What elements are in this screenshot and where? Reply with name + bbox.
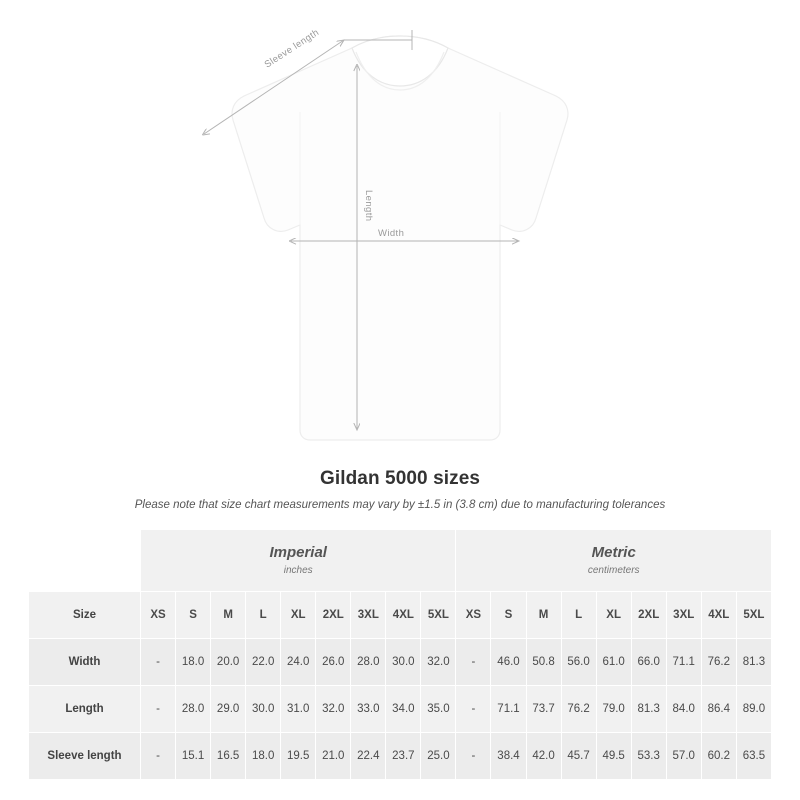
col-header-imperial-3xl: 3XL — [351, 592, 386, 639]
col-header-metric-s: S — [491, 592, 526, 639]
cell-sleeve-metric-s: 38.4 — [491, 733, 526, 780]
col-header-imperial-2xl: 2XL — [316, 592, 351, 639]
cell-width-imperial-2xl: 26.0 — [316, 639, 351, 686]
width-label: Width — [378, 228, 405, 239]
cell-width-imperial-s: 18.0 — [176, 639, 211, 686]
cell-length-metric-3xl: 84.0 — [666, 686, 701, 733]
cell-length-imperial-2xl: 32.0 — [316, 686, 351, 733]
cell-length-metric-4xl: 86.4 — [701, 686, 736, 733]
cell-sleeve-imperial-xs: - — [141, 733, 176, 780]
col-header-imperial-xs: XS — [141, 592, 176, 639]
col-header-metric-xs: XS — [456, 592, 491, 639]
cell-sleeve-imperial-xl: 19.5 — [281, 733, 316, 780]
unit-group-row — [29, 530, 772, 592]
col-header-imperial-5xl: 5XL — [421, 592, 456, 639]
cell-sleeve-metric-3xl: 57.0 — [666, 733, 701, 780]
cell-sleeve-imperial-m: 16.5 — [211, 733, 246, 780]
cell-sleeve-imperial-3xl: 22.4 — [351, 733, 386, 780]
cell-length-metric-xl: 79.0 — [596, 686, 631, 733]
cell-sleeve-metric-xs: - — [456, 733, 491, 780]
cell-length-metric-5xl: 89.0 — [736, 686, 771, 733]
cell-width-imperial-3xl: 28.0 — [351, 639, 386, 686]
cell-width-metric-xl: 61.0 — [596, 639, 631, 686]
cell-sleeve-imperial-5xl: 25.0 — [421, 733, 456, 780]
size-table-wrapper — [28, 529, 772, 780]
cell-sleeve-metric-l: 45.7 — [561, 733, 596, 780]
cell-length-imperial-4xl: 34.0 — [386, 686, 421, 733]
cell-sleeve-metric-m: 42.0 — [526, 733, 561, 780]
size-table — [28, 529, 772, 780]
col-header-metric-xl: XL — [596, 592, 631, 639]
cell-sleeve-metric-5xl: 63.5 — [736, 733, 771, 780]
cell-width-metric-m: 50.8 — [526, 639, 561, 686]
col-header-imperial-4xl: 4XL — [386, 592, 421, 639]
unit-group-metric-name: Metric — [591, 543, 636, 561]
cell-length-metric-l: 76.2 — [561, 686, 596, 733]
cell-sleeve-imperial-l: 18.0 — [246, 733, 281, 780]
cell-sleeve-imperial-2xl: 21.0 — [316, 733, 351, 780]
cell-width-imperial-xs: - — [141, 639, 176, 686]
cell-length-imperial-3xl: 33.0 — [351, 686, 386, 733]
col-header-imperial-xl: XL — [281, 592, 316, 639]
col-header-metric-m: M — [526, 592, 561, 639]
cell-sleeve-metric-2xl: 53.3 — [631, 733, 666, 780]
cell-width-imperial-xl: 24.0 — [281, 639, 316, 686]
cell-length-metric-s: 71.1 — [491, 686, 526, 733]
cell-length-imperial-s: 28.0 — [176, 686, 211, 733]
row-label-sleeve-length: Sleeve length — [29, 733, 141, 780]
cell-sleeve-imperial-4xl: 23.7 — [386, 733, 421, 780]
length-label: Length — [363, 190, 374, 222]
col-header-imperial-s: S — [176, 592, 211, 639]
cell-width-metric-3xl: 71.1 — [666, 639, 701, 686]
cell-length-metric-2xl: 81.3 — [631, 686, 666, 733]
col-header-metric-2xl: 2XL — [631, 592, 666, 639]
row-label-length: Length — [29, 686, 141, 733]
cell-width-metric-2xl: 66.0 — [631, 639, 666, 686]
cell-width-imperial-m: 20.0 — [211, 639, 246, 686]
unit-group-imperial-unit: inches — [283, 565, 313, 577]
unit-group-imperial — [141, 530, 456, 592]
cell-length-metric-m: 73.7 — [526, 686, 561, 733]
cell-length-imperial-5xl: 35.0 — [421, 686, 456, 733]
table-row — [29, 686, 772, 733]
col-header-metric-l: L — [561, 592, 596, 639]
cell-length-imperial-m: 29.0 — [211, 686, 246, 733]
chart-subtitle: Please note that size chart measurements may vary by ±1.5 in (3.8 cm) due to manufacturing tolerances — [134, 499, 666, 511]
col-header-imperial-m: M — [211, 592, 246, 639]
col-header-metric-3xl: 3XL — [666, 592, 701, 639]
cell-width-metric-xs: - — [456, 639, 491, 686]
sleeve-length-label: Sleeve length — [262, 27, 322, 71]
cell-width-metric-4xl: 76.2 — [701, 639, 736, 686]
cell-sleeve-metric-4xl: 60.2 — [701, 733, 736, 780]
table-row — [29, 733, 772, 780]
table-row — [29, 639, 772, 686]
cell-width-metric-s: 46.0 — [491, 639, 526, 686]
unit-group-imperial-name: Imperial — [269, 543, 327, 561]
col-header-metric-5xl: 5XL — [736, 592, 771, 639]
cell-width-imperial-l: 22.0 — [246, 639, 281, 686]
col-header-metric-4xl: 4XL — [701, 592, 736, 639]
cell-length-imperial-l: 30.0 — [246, 686, 281, 733]
cell-width-imperial-5xl: 32.0 — [421, 639, 456, 686]
row-label-width: Width — [29, 639, 141, 686]
size-header-row — [29, 592, 772, 639]
cell-length-imperial-xs: - — [141, 686, 176, 733]
cell-width-metric-l: 56.0 — [561, 639, 596, 686]
unit-corner-cell — [29, 530, 141, 592]
cell-width-metric-5xl: 81.3 — [736, 639, 771, 686]
cell-width-imperial-4xl: 30.0 — [386, 639, 421, 686]
col-header-imperial-l: L — [246, 592, 281, 639]
cell-sleeve-metric-xl: 49.5 — [596, 733, 631, 780]
cell-sleeve-imperial-s: 15.1 — [176, 733, 211, 780]
chart-title: Gildan 5000 sizes — [319, 468, 481, 489]
unit-group-metric — [456, 530, 772, 592]
unit-group-metric-unit: centimeters — [587, 565, 640, 577]
cell-length-metric-xs: - — [456, 686, 491, 733]
size-header-label: Size — [29, 592, 141, 639]
cell-length-imperial-xl: 31.0 — [281, 686, 316, 733]
